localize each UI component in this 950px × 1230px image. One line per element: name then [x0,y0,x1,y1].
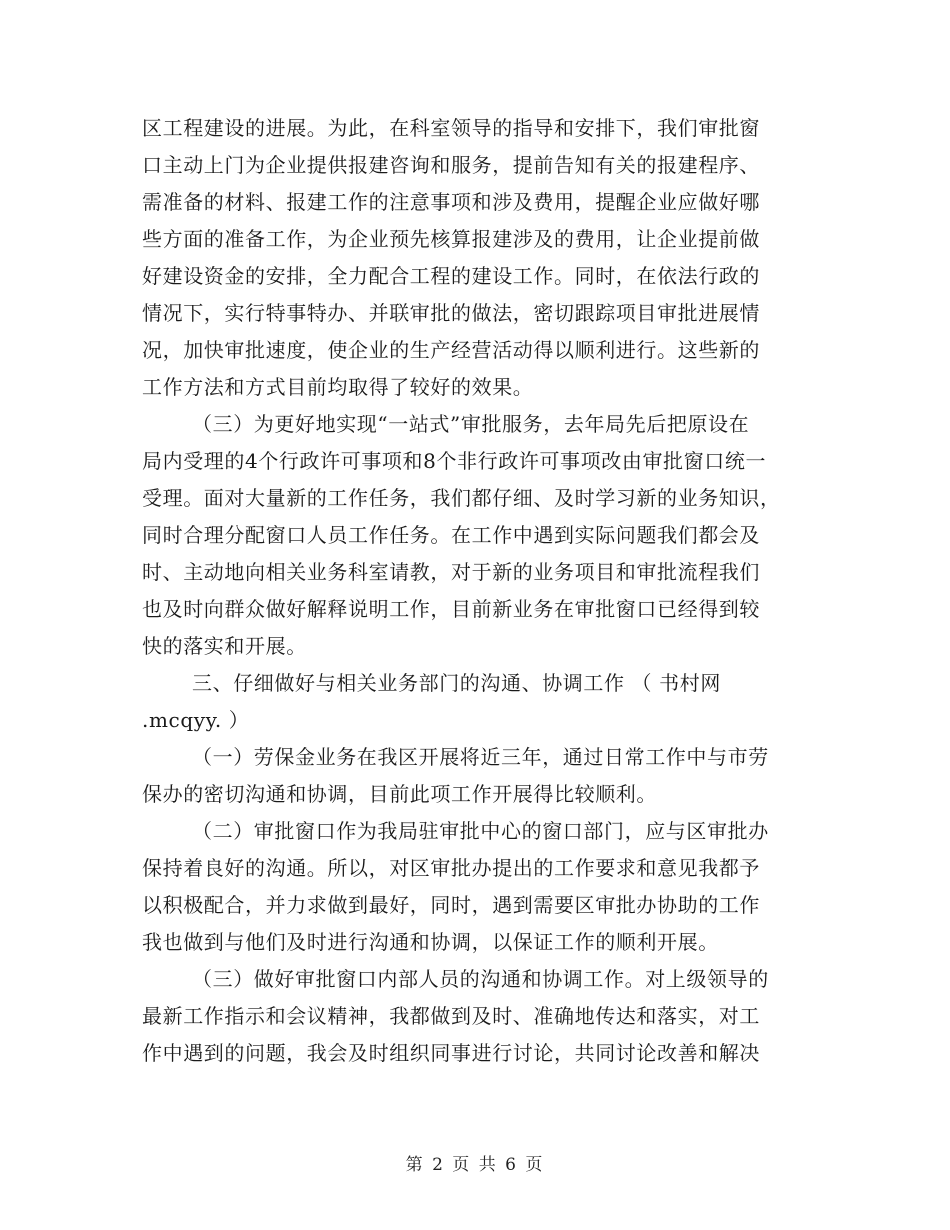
text-line: 受理。面对大量新的工作任务，我们都仔细、及时学习新的业务知识， [142,486,781,510]
text-line: （三）做好审批窗口内部人员的沟通和协调工作。对上级领导的 [192,967,769,991]
text-line: （一）劳保金业务在我区开展将近三年，通过日常工作中与市劳 [192,745,769,769]
text-line: 况，加快审批速度，使企业的生产经营活动得以顺利进行。这些新的 [142,338,760,362]
text-line: .mcqyy. ） [142,708,250,732]
text-line: 时、主动地向相关业务科室请教，对于新的业务项目和审批流程我们 [142,560,760,584]
page-number-footer: 第 2 页 共 6 页 [405,1155,545,1175]
text-line: （二）审批窗口作为我局驻审批中心的窗口部门，应与区审批办 [192,819,769,843]
text-line: 最新工作指示和会议精神，我都做到及时、准确地传达和落实，对工 [142,1004,760,1028]
text-line: 也及时向群众做好解释说明工作，目前新业务在审批窗口已经得到较 [142,597,760,621]
text-line: 局内受理的4个行政许可事项和8个非行政许可事项改由审批窗口统一 [142,449,767,473]
text-line: 快的落实和开展。 [142,634,307,658]
text-line: 以积极配合，并力求做到最好，同时，遇到需要区审批办协助的工作 [142,893,760,917]
text-line: 保办的密切沟通和协调，目前此项工作开展得比较顺利。 [142,782,657,806]
text-line: 作中遇到的问题，我会及时组织同事进行讨论，共同讨论改善和解决 [142,1041,760,1065]
text-line: 我也做到与他们及时进行沟通和协调，以保证工作的顺利开展。 [142,930,719,954]
text-line: 需准备的材料、报建工作的注意事项和涉及费用，提醒企业应做好哪 [142,190,760,214]
text-line: 三、仔细做好与相关业务部门的沟通、协调工作 （ 书村网 [192,671,721,695]
document-body [142,110,810,1072]
text-line: 情况下，实行特事特办、并联审批的做法，密切跟踪项目审批进展情 [142,301,760,325]
text-line: 同时合理分配窗口人员工作任务。在工作中遇到实际问题我们都会及 [142,523,760,547]
text-line: 些方面的准备工作，为企业预先核算报建涉及的费用，让企业提前做 [142,227,760,251]
text-line: 区工程建设的进展。为此，在科室领导的指导和安排下，我们审批窗 [142,116,760,140]
text-line: 好建设资金的安排，全力配合工程的建设工作。同时，在依法行政的 [142,264,760,288]
text-line: 工作方法和方式目前均取得了较好的效果。 [142,375,534,399]
text-line: 口主动上门为企业提供报建咨询和服务，提前告知有关的报建程序、 [142,153,760,177]
text-line: （三）为更好地实现“一站式”审批服务，去年局先后把原设在 [192,412,750,436]
text-line: 保持着良好的沟通。所以，对区审批办提出的工作要求和意见我都予 [142,856,760,880]
